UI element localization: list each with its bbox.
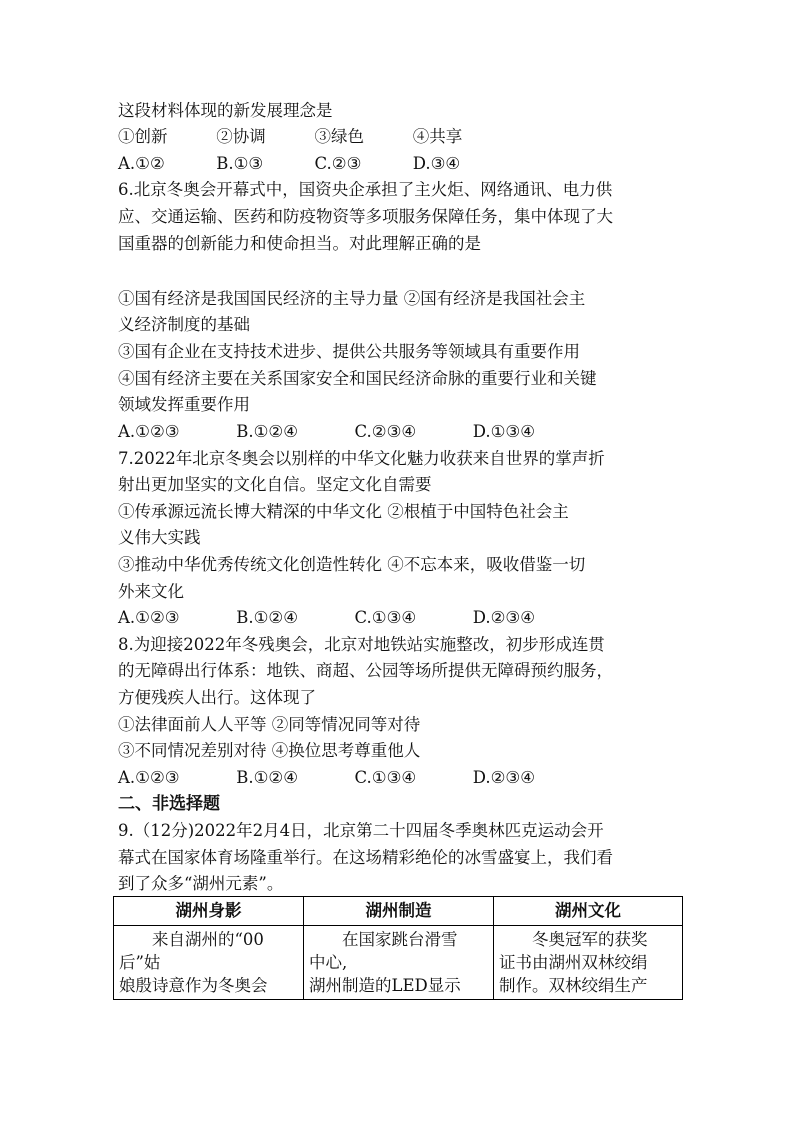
q7-option-d: D.②③④ bbox=[472, 608, 536, 627]
table-cell bbox=[304, 926, 494, 1000]
cell-text-line: 中心, bbox=[309, 953, 348, 972]
q8-option-a: A.①②③ bbox=[118, 768, 180, 787]
q7-options bbox=[118, 605, 535, 631]
q7-statement-line: 外来文化 bbox=[118, 582, 184, 601]
q7-stem-line: 射出更加坚实的文化自信。坚定文化自需要 bbox=[118, 475, 432, 494]
q8-statement-line: ①法律面前人人平等 ②同等情况同等对待 bbox=[118, 715, 421, 734]
q7-statement-line: ①传承源远流长博大精深的中华文化 ②根植于中国特色社会主 bbox=[118, 502, 569, 521]
cell-text-line: 制作。双林绞绢生产 bbox=[499, 976, 648, 995]
cell-text-line: 后”姑 bbox=[119, 953, 161, 972]
q7-option-c: C.①③④ bbox=[354, 608, 417, 627]
cell-text-line: 娘殷诗意作为冬奥会 bbox=[119, 976, 268, 995]
cell-text-line: 在国家跳台滑雪 bbox=[342, 930, 458, 949]
q6-stem-line: 6.北京冬奥会开幕式中，国资央企承担了主火炬、网络通讯、电力供 bbox=[118, 180, 613, 199]
cell-text-line: 证书由湖州双林绞绢 bbox=[499, 953, 648, 972]
q6-statement-line: ④国有经济主要在关系国家安全和国民经济命脉的重要行业和关键 bbox=[118, 369, 597, 388]
q6-stem-line: 国重器的创新能力和使命担当。对此理解正确的是 bbox=[118, 234, 481, 253]
q8-stem-line: 方便残疾人出行。这体现了 bbox=[118, 688, 316, 707]
q6-option-c: C.②③④ bbox=[354, 422, 417, 441]
q5-statement: ②协调 bbox=[216, 127, 266, 146]
q7-statement-line: 义伟大实践 bbox=[118, 528, 201, 547]
table-header-cell: 湖州身影 bbox=[114, 897, 304, 926]
cell-text-line: 来自湖州的“00 bbox=[152, 930, 264, 949]
q9-stem-line: 到了众多“湖州元素”。 bbox=[118, 874, 284, 893]
table-header-cell: 湖州文化 bbox=[494, 897, 683, 926]
q5-option-c: C.②③ bbox=[314, 154, 362, 173]
q8-stem-line: 的无障碍出行体系：地铁、商超、公园等场所提供无障碍预约服务， bbox=[118, 661, 613, 680]
q7-stem-line: 7.2022年北京冬奥会以别样的中华文化魅力收获来自世界的掌声折 bbox=[118, 449, 605, 468]
q6-option-d: D.①③④ bbox=[472, 422, 536, 441]
q6-stem-line: 应、交通运输、医药和防疫物资等多项服务保障任务，集中体现了大 bbox=[118, 207, 613, 226]
q6-option-b: B.①②④ bbox=[236, 422, 298, 441]
section-heading: 二、非选择题 bbox=[118, 794, 220, 814]
q8-option-c: C.①③④ bbox=[354, 768, 417, 787]
table-header-cell: 湖州制造 bbox=[304, 897, 494, 926]
q6-statement-line: ①国有经济是我国国民经济的主导力量 ②国有经济是我国社会主 bbox=[118, 289, 586, 308]
cell-text-line: 冬奥冠军的获奖 bbox=[532, 930, 648, 949]
table-header-row bbox=[114, 897, 683, 926]
q7-option-a: A.①②③ bbox=[118, 608, 180, 627]
q5-stem-tail: 这段材料体现的新发展理念是 bbox=[118, 101, 333, 120]
q5-option-b: B.①③ bbox=[216, 154, 264, 173]
q9-stem-line: 幕式在国家体育场隆重举行。在这场精彩绝伦的冰雪盛宴上，我们看 bbox=[118, 848, 613, 867]
cell-text-line: 湖州制造的LED显示 bbox=[309, 976, 461, 995]
q5-option-d: D.③④ bbox=[412, 154, 461, 173]
q5-options bbox=[118, 151, 460, 177]
table-cell bbox=[494, 926, 683, 1000]
q5-statement: ④共享 bbox=[412, 127, 463, 146]
q8-statement-line: ③不同情况差别对待 ④换位思考尊重他人 bbox=[118, 741, 421, 760]
q9-stem-line: 9.（12分)2022年2月4日，北京第二十四届冬季奥林匹克运动会开 bbox=[118, 821, 604, 840]
q7-statement-line: ③推动中华优秀传统文化创造性转化 ④不忘本来，吸收借鉴一切 bbox=[118, 555, 586, 574]
q8-option-d: D.②③④ bbox=[472, 768, 536, 787]
q6-options bbox=[118, 419, 535, 445]
table-cell bbox=[114, 926, 304, 1000]
q5-statements bbox=[118, 124, 462, 150]
q8-stem-line: 8.为迎接2022年冬残奥会，北京对地铁站实施整改，初步形成连贯 bbox=[118, 635, 605, 654]
table-row bbox=[114, 926, 683, 1000]
q8-options bbox=[118, 765, 535, 791]
q5-statement: ③绿色 bbox=[314, 127, 364, 146]
q6-statement-line: 领域发挥重要作用 bbox=[118, 395, 250, 414]
q5-option-a: A.①② bbox=[118, 154, 165, 173]
q6-statement-line: 义经济制度的基础 bbox=[118, 315, 250, 334]
huzhou-elements-table bbox=[113, 896, 683, 1000]
q7-option-b: B.①②④ bbox=[236, 608, 298, 627]
q6-statement-line: ③国有企业在支持技术进步、提供公共服务等领域具有重要作用 bbox=[118, 342, 580, 361]
q5-statement: ①创新 bbox=[118, 127, 168, 146]
q6-option-a: A.①②③ bbox=[118, 422, 180, 441]
q8-option-b: B.①②④ bbox=[236, 768, 298, 787]
